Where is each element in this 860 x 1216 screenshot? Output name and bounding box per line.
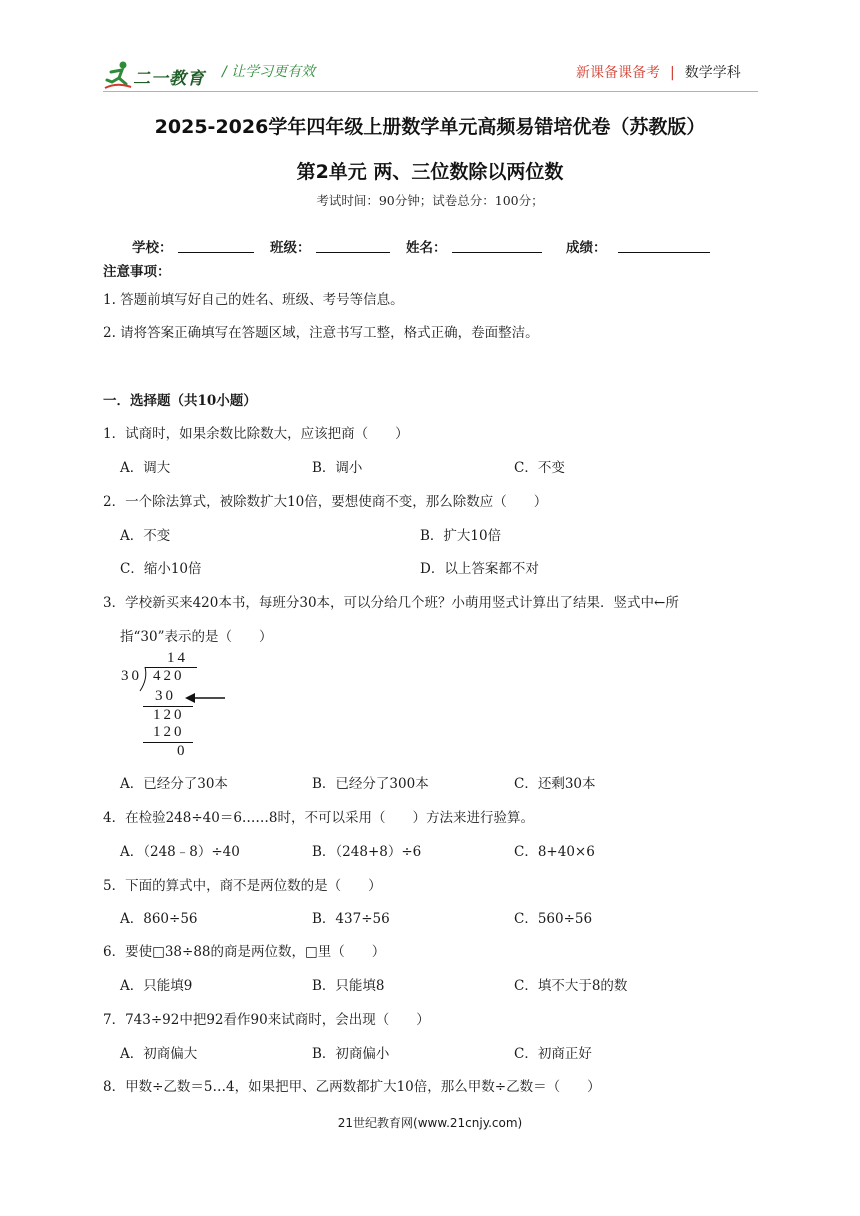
- page-footer: 21世纪教育网(www.21cnjy.com): [337, 1116, 523, 1130]
- logo: [103, 58, 213, 90]
- division-result: 0: [177, 743, 188, 759]
- runner-logo-icon: [103, 60, 133, 90]
- school-field[interactable]: [178, 252, 254, 253]
- option-a[interactable]: A．不变: [120, 528, 171, 544]
- notice-item: 1. 答题前填写好自己的姓名、班级、考号等信息。: [103, 292, 404, 308]
- option-c[interactable]: C．填不大于8的数: [514, 978, 628, 994]
- option-b[interactable]: B．已经分了300本: [312, 776, 429, 792]
- logo-text: 二一教育: [133, 69, 205, 89]
- option-b[interactable]: B．初商偏小: [312, 1046, 390, 1062]
- page-title: 2025-2026学年四年级上册数学单元高频易错培优卷（苏教版）: [154, 116, 706, 138]
- question-7: 7．743÷92中把92看作90来试商时，会出现（ ）: [103, 1012, 430, 1028]
- arrow-left-icon: [185, 692, 227, 704]
- school-label: 学校：: [132, 240, 173, 256]
- question-2: 2．一个除法算式，被除数扩大10倍，要想使商不变，那么除数应（ ）: [103, 494, 548, 510]
- option-a[interactable]: A．（248﹣8）÷40: [120, 844, 240, 860]
- option-a[interactable]: A．860÷56: [120, 911, 198, 927]
- option-a[interactable]: A．调大: [120, 460, 171, 476]
- name-label: 姓名：: [406, 240, 447, 256]
- notice-title: 注意事项：: [103, 264, 171, 280]
- question-3-continued: 指“30”表示的是（ ）: [120, 629, 273, 645]
- option-c[interactable]: C．初商正好: [514, 1046, 592, 1062]
- division-divisor: 30: [121, 668, 142, 684]
- slogan: / 让学习更有效: [222, 64, 316, 80]
- option-a[interactable]: A．已经分了30本: [120, 776, 228, 792]
- option-c[interactable]: C．8+40×6: [514, 844, 595, 860]
- question-1: 1．试商时，如果余数比除数大，应该把商（ ）: [103, 426, 409, 442]
- option-c[interactable]: C．不变: [514, 460, 565, 476]
- option-a[interactable]: A．只能填9: [120, 978, 193, 994]
- division-step-2: 120: [153, 724, 185, 740]
- header-subject: 数学学科: [684, 65, 741, 81]
- name-field[interactable]: [452, 252, 542, 253]
- header-course-text: 新课备课备考: [576, 65, 660, 81]
- option-b[interactable]: B．扩大10倍: [420, 528, 502, 544]
- option-b[interactable]: B．调小: [312, 460, 363, 476]
- question-3: 3．学校新买来420本书，每班分30本，可以分给几个班？小萌用竖式计算出了结果．竖式中←所: [103, 595, 679, 611]
- notice-item: 2. 请将答案正确填写在答题区域，注意书写工整，格式正确，卷面整洁。: [103, 325, 539, 341]
- option-d[interactable]: D．以上答案都不对: [420, 561, 539, 577]
- question-6: 6．要使□38÷88的商是两位数，□里（ ）: [103, 944, 386, 960]
- option-c[interactable]: C．560÷56: [514, 911, 593, 927]
- class-label: 班级：: [270, 240, 311, 256]
- option-b[interactable]: B．只能填8: [312, 978, 385, 994]
- option-c[interactable]: C．缩小10倍: [120, 561, 202, 577]
- option-b[interactable]: B．（248+8）÷6: [312, 844, 422, 860]
- score-label: 成绩：: [566, 240, 607, 256]
- header-right: [576, 62, 741, 82]
- option-b[interactable]: B．437÷56: [312, 911, 390, 927]
- score-field[interactable]: [618, 252, 710, 253]
- division-step-1: 30: [155, 688, 176, 704]
- section-title: 一．选择题（共10小题）: [103, 393, 257, 409]
- option-a[interactable]: A．初商偏大: [120, 1046, 198, 1062]
- class-field[interactable]: [316, 252, 390, 253]
- question-8: 8．甲数÷乙数＝5…4，如果把甲、乙两数都扩大10倍，那么甲数÷乙数＝（ ）: [103, 1079, 601, 1095]
- division-dividend: 420: [153, 668, 185, 684]
- question-5: 5．下面的算式中，商不是两位数的是（ ）: [103, 878, 382, 894]
- question-4: 4．在检验248÷40＝6……8时，不可以采用（ ）方法来进行验算。: [103, 810, 535, 826]
- option-c[interactable]: C．还剩30本: [514, 776, 596, 792]
- long-division-figure: [115, 648, 235, 763]
- header-separator: |: [670, 65, 675, 81]
- division-quotient: 14: [167, 650, 188, 666]
- exam-info: 考试时间：90分钟；试卷总分：100分；: [316, 193, 544, 208]
- header-divider: [103, 91, 758, 92]
- division-remainder-1: 120: [153, 707, 185, 723]
- page-subtitle: 第2单元 两、三位数除以两位数: [296, 161, 564, 183]
